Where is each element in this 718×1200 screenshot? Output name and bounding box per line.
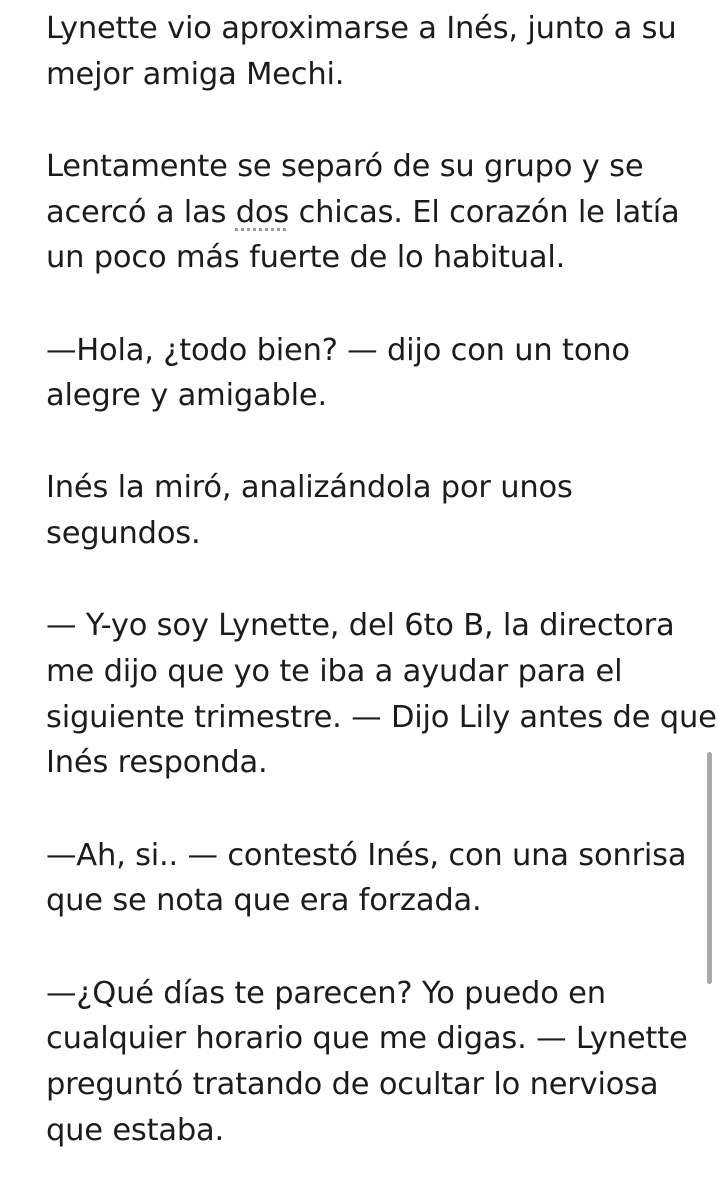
text-line: — Y-yo soy Lynette, del 6to B, la directora	[46, 608, 675, 644]
text-line: alegre y amigable.	[46, 378, 327, 414]
text-line: Lentamente se separó de su grupo y se	[46, 148, 644, 184]
text-line: siguiente trimestre. — Dijo Lily antes de que	[46, 699, 717, 735]
text-segment: chicas. El corazón le latía	[289, 194, 680, 230]
paragraph-3	[46, 328, 696, 419]
story-text	[46, 6, 717, 1200]
text-segment: acercó a las	[46, 194, 236, 230]
text-line: preguntó tratando de ocultar lo nerviosa	[46, 1066, 659, 1102]
paragraph-4	[46, 465, 696, 556]
text-line: Inés la miró, analizándola por unos	[46, 470, 573, 506]
lookup-word-link[interactable]: dos	[235, 194, 290, 230]
text-line: me dijo que yo te iba a ayudar para el	[46, 654, 623, 690]
paragraph-7	[46, 971, 696, 1154]
text-line: que se nota que era forzada.	[46, 883, 482, 919]
text-line: Inés responda.	[46, 745, 268, 781]
vertical-scrollbar[interactable]	[707, 752, 712, 984]
text-line	[46, 190, 696, 236]
paragraph-5	[46, 603, 717, 786]
text-line: cualquier horario que me digas. — Lynette	[46, 1021, 688, 1057]
paragraph-2	[46, 144, 696, 281]
text-line: Lynette vio aproximarse a Inés, junto a su	[46, 11, 677, 46]
text-line: un poco más fuerte de lo habitual.	[46, 240, 566, 276]
text-line: —Hola, ¿todo bien? — dijo con un tono	[46, 332, 630, 368]
text-line: que estaba.	[46, 1112, 225, 1148]
text-line: segundos.	[46, 516, 201, 552]
text-line: mejor amiga Mechi.	[46, 56, 345, 92]
text-line: —Ah, si.. — contestó Inés, con una sonrisa	[46, 837, 687, 873]
paragraph-1	[46, 6, 696, 97]
text-line: —¿Qué días te parecen? Yo puedo en	[46, 975, 606, 1011]
paragraph-6	[46, 833, 696, 924]
